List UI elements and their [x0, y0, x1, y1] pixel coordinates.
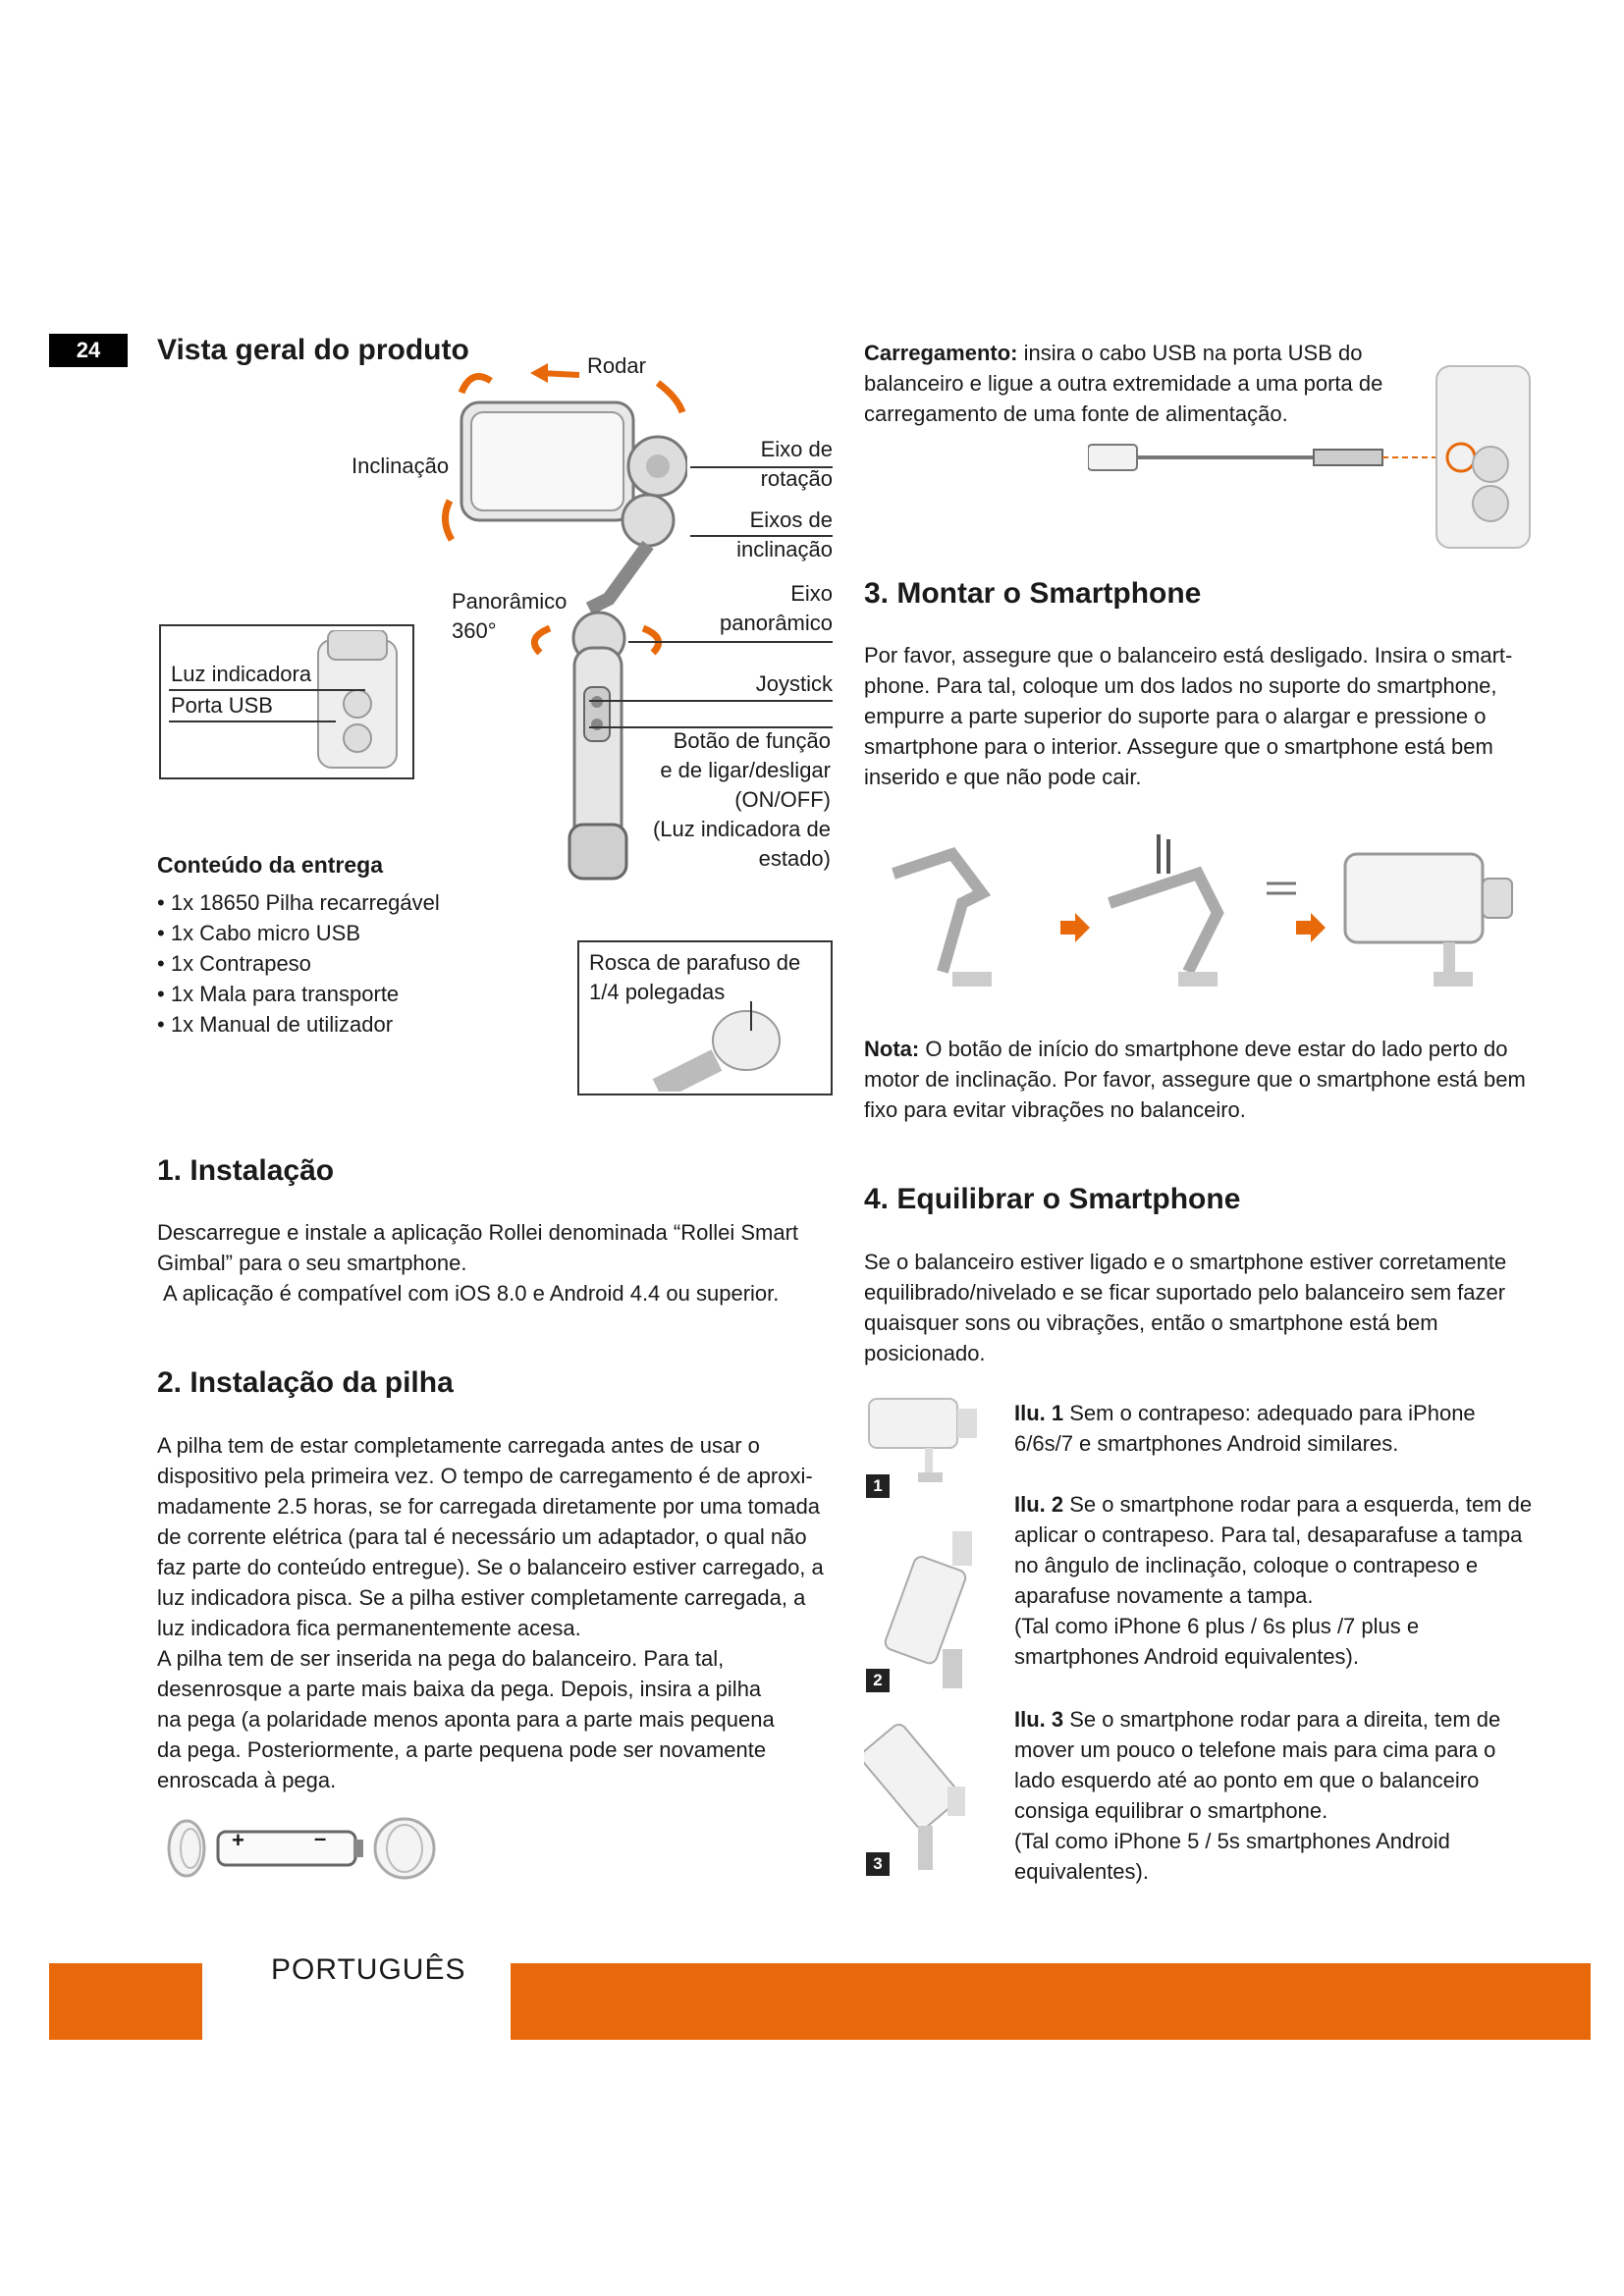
illustration-3-text: Ilu. 3 Se o smartphone rodar para a direita, tem de mover um pouco o telefone mais para cima para o lado esquerdo até ao ponto em que o balanceiro consiga equilibrar o smartphone. (Tal como iPhone 5 / 5s smartphones Android equivalentes). — [1014, 1707, 1501, 1884]
label-inclinacao: Inclinação — [352, 454, 450, 478]
gimbal-handle-illustration — [308, 630, 406, 773]
section1-title: 1. Instalação — [157, 1154, 335, 1187]
illustration-number: 1 — [866, 1474, 890, 1498]
list-item: • 1x Cabo micro USB — [157, 918, 440, 948]
usb-cable-illustration — [1088, 361, 1540, 553]
overview-title: Vista geral do produto — [157, 334, 469, 366]
list-item: • 1x Contrapeso — [157, 948, 440, 979]
charging-text: Carregamento: insira o cabo USB na porta USB do balanceiro e ligue a outra extremidade a uma porta de carregamento de uma fonte de alimentação. — [864, 341, 1383, 426]
section3-title: 3. Montar o Smartphone — [864, 577, 1202, 610]
label-porta-usb: Porta USB — [171, 693, 273, 718]
list-item: • 1x Manual de utilizador — [157, 1009, 440, 1040]
mounting-illustration — [874, 834, 1542, 991]
illustration-2-text: Ilu. 2 Se o smartphone rodar para a esquerda, tem de aplicar o contrapeso. Para tal, desaparafuse a tampa no ângulo de inclinação, coloque o contrapeso e aparafuse novamente a tampa. (Tal como iPhone 6 plus / 6s plus /7 plus e smartphones Android equivalentes). — [1014, 1492, 1533, 1669]
battery-minus: – — [314, 1826, 327, 1850]
section1-text: Descarregue e instale a aplicação Rollei denominada “Rollei Smart Gimbal” para o seu smartphone. A aplicação é compatível com iOS 8.0 e Android 4.4 ou superior. — [157, 1220, 799, 1306]
usb-inset-box — [159, 624, 414, 779]
note-text: Nota: O botão de início do smartphone deve estar do lado perto do motor de inclinação. Por favor, assegure que o smartphone está bem fixo para evitar vibrações no balanceiro. — [864, 1037, 1526, 1122]
label-botao-funcao: Botão de função e de ligar/desligar (ON/OFF) (Luz indicadora de estado) — [652, 728, 831, 871]
page-number: 24 — [49, 334, 128, 367]
label-eixos-inclinacao: Eixos de inclinação — [736, 507, 833, 561]
list-item: • 1x Mala para transporte — [157, 979, 440, 1009]
label-eixo-panoramico: Eixo panorâmico — [720, 581, 833, 635]
section3-text: Por favor, assegure que o balanceiro está desligado. Insira o smart-phone. Para tal, coloque um dos lados no suporte do smartphone, empurre a parte superior do suporte para o alargar e pressione o smartphone para o interior. Assegure que o smartphone está bem inserido e que não pode cair. — [864, 643, 1513, 789]
section2-text: A pilha tem de estar completamente carregada antes de usar o dispositivo pela primeira vez. O tempo de carregamento é de aproxi-madamente 2.5 horas, se for carregada diretamente por uma tomada de corrente elétrica (para tal é necessário um adaptador, o qual não faz parte do conteúdo entregue). Se o balanceiro estiver carregado, a luz indicadora pisca. Se a pilha estiver completamente carregada, a luz indicadora fica permanentemente acesa. A pilha tem de ser inserida na pega do balanceiro. Para tal, desenrosque a parte mais baixa da pega. Depois, insira a pilha na pega (a polaridade menos aponta para a parte mais pequena da pega. Posteriormente, a parte pequena pode ser novamente enroscada à pega. — [157, 1433, 824, 1792]
label-panoramico: Panorâmico 360° — [452, 589, 568, 643]
illustration-number: 2 — [866, 1669, 890, 1692]
section4-title: 4. Equilibrar o Smartphone — [864, 1183, 1241, 1215]
battery-illustration — [159, 1814, 444, 1883]
footer-bar-right — [511, 1963, 1591, 2040]
leader-line — [589, 700, 833, 702]
list-item: • 1x 18650 Pilha recarregável — [157, 887, 440, 918]
delivery-list — [157, 887, 440, 1040]
illustration-number: 3 — [866, 1852, 890, 1876]
battery-plus: + — [232, 1828, 244, 1852]
label-rodar: Rodar — [587, 353, 646, 378]
label-eixo-rotacao: Eixo de rotação — [760, 437, 833, 491]
label-joystick: Joystick — [755, 671, 833, 696]
charging-label: Carregamento: — [864, 341, 1018, 365]
label-rosca: Rosca de parafuso de 1/4 polegadas — [589, 950, 801, 1004]
delivery-title: Conteúdo da entrega — [157, 852, 384, 878]
footer-language: PORTUGUÊS — [271, 1953, 466, 1986]
footer-bar-left — [49, 1963, 202, 2040]
label-luz-indicadora: Luz indicadora — [171, 662, 312, 686]
section4-text: Se o balanceiro estiver ligado e o smartphone estiver corretamente equilibrado/nivelado e se ficar suportado pelo balanceiro sem fazer quaisquer sons ou vibrações, então o smartphone está bem posicionado. — [864, 1250, 1507, 1365]
section2-title: 2. Instalação da pilha — [157, 1366, 454, 1399]
note-label: Nota: — [864, 1037, 920, 1061]
thread-inset-box — [577, 940, 833, 1095]
illustration-1-text: Ilu. 1 Sem o contrapeso: adequado para iPhone 6/6s/7 e smartphones Android similares. — [1014, 1401, 1476, 1456]
thread-illustration — [638, 1001, 815, 1092]
leader-line — [169, 721, 336, 722]
leader-line — [628, 641, 833, 643]
illustration-2 — [879, 1531, 997, 1698]
